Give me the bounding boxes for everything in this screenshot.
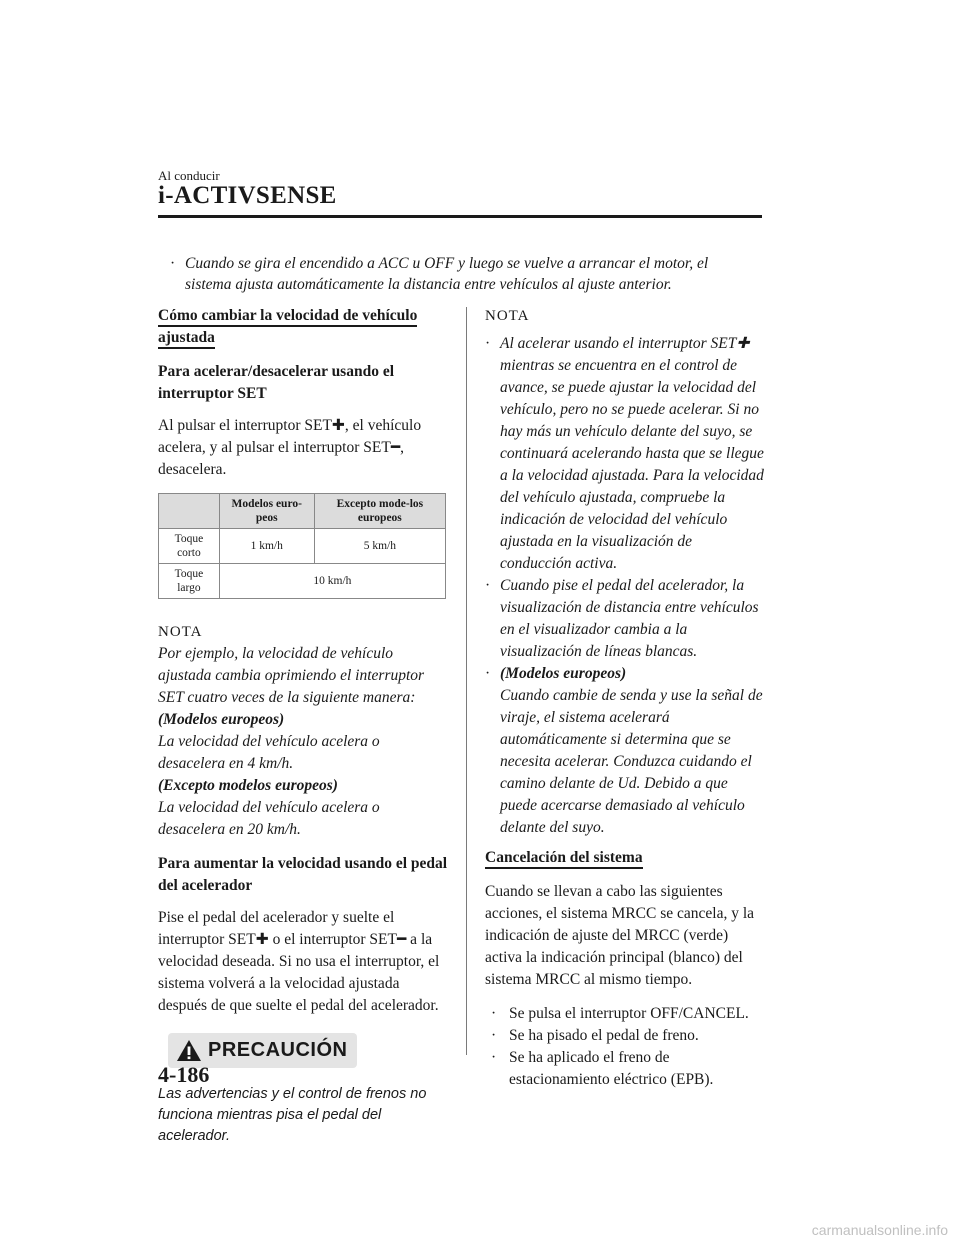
list-item-text: Se ha aplicado el freno de estacionamiento eléctrico (EPB). <box>509 1049 714 1088</box>
page-number: 4-186 <box>158 1062 210 1087</box>
intro-bullet <box>170 253 750 295</box>
table-cell: 1 km/h <box>219 529 314 564</box>
list-item <box>485 333 765 575</box>
list-item <box>485 663 765 839</box>
list-item <box>485 1003 765 1025</box>
note-subtitle: (Excepto modelos europeos) <box>158 777 338 794</box>
note-subtitle: (Modelos europeos) <box>500 665 627 682</box>
note-item-text: Cuando cambie de senda y use la señal de viraje, el sistema acelerará automáticamente si determina que se necesita acelerar. Conduzca cuidando el camino delante de Ud. Debido a que puede acercarse demasiado al vehículo delante del suyo. <box>500 687 763 836</box>
list-item-text: Se pulsa el interruptor OFF/CANCEL. <box>509 1005 749 1022</box>
bullet-icon: · <box>491 1005 497 1022</box>
paragraph-cancel-system: Cuando se llevan a cabo las siguientes acciones, el sistema MRCC se cancela, y la indicación de ajuste del MRCC (verde) activa la indicación principal (blanco) del sistema MRCC al mismo tiempo. <box>485 883 755 988</box>
heading-change-speed <box>158 305 448 349</box>
warning-icon <box>176 1039 202 1062</box>
note-label: NOTA <box>158 624 203 640</box>
paragraph-set-switch: Al pulsar el interruptor SET✚, el vehículo acelera, y al pulsar el interruptor SET━, desacelera. <box>158 417 422 478</box>
note-block <box>158 643 448 841</box>
table-cell: Toque corto <box>159 529 220 564</box>
header-rule <box>158 215 762 218</box>
table-cell: 10 km/h <box>219 564 445 599</box>
caution-text: Las advertencias y el control de frenos no funciona mientras pisa el pedal del acelerador. <box>158 1086 427 1144</box>
bullet-icon: · <box>485 577 491 594</box>
subheading-accelerator: Para aumentar la velocidad usando el pedal del acelerador <box>158 855 448 894</box>
paragraph-accelerator: Pise el pedal del acelerador y suelte el interruptor SET✚ o el interruptor SET━ a la velocidad deseada. Si no usa el interruptor, el sistema volverá a la velocidad ajustada después de que suelte el pedal del acelerador. <box>158 909 440 1014</box>
chapter-title: Al conducir <box>158 168 220 183</box>
heading-text: Cancelación del sistema <box>485 849 643 869</box>
note-subtitle: (Modelos europeos) <box>158 711 285 728</box>
list-item-text: Se ha pisado el pedal de freno. <box>509 1027 699 1044</box>
note-list <box>485 333 765 839</box>
watermark: carmanualsonline.info <box>811 1222 948 1238</box>
section-title: i-ACTIVSENSE <box>158 182 337 209</box>
bullet-icon: · <box>491 1049 497 1066</box>
list-item <box>485 575 765 663</box>
right-column <box>485 305 765 1091</box>
note-item-block <box>500 663 765 839</box>
table-header-cell: Modelos euro-peos <box>219 494 314 529</box>
subheading-set-switch: Para acelerar/desacelerar usando el interruptor SET <box>158 363 395 402</box>
list-item <box>485 1047 765 1091</box>
note-text: Por ejemplo, la velocidad de vehículo ajustada cambia oprimiendo el interruptor SET cuatro veces de la siguiente manera: <box>158 645 425 706</box>
list-item <box>485 1025 765 1047</box>
speed-table <box>158 493 446 599</box>
intro-text: Cuando se gira el encendido a ACC u OFF y luego se vuelve a arrancar el motor, el sistema ajusta automáticamente la distancia entre vehículos al ajuste anterior. <box>185 255 709 293</box>
bullet-icon: · <box>491 1027 497 1044</box>
table-row <box>159 529 446 564</box>
table-header-row <box>159 494 446 529</box>
bullet-icon: · <box>485 335 491 352</box>
column-divider <box>466 307 467 1055</box>
heading-text: Cómo cambiar la velocidad de vehículo ajustada <box>158 307 417 349</box>
bullet-icon: · <box>170 255 176 272</box>
note-item-text: Cuando pise el pedal del acelerador, la visualización de distancia entre vehículos en el visualizador cambia a la visualización de líneas blancas. <box>500 577 759 660</box>
caution-label: PRECAUCIÓN <box>208 1039 348 1061</box>
note-item-text: Al acelerar usando el interruptor SET✚ mientras se encuentra en el control de avance, se puede ajustar la velocidad del vehículo, pero no se puede acelerar. Si no hay más un vehículo delante del suyo, se continuará acelerando hasta que se llegue a la velocidad ajustada. Para la velocidad del vehículo ajustada, compruebe la indicación de velocidad del vehículo ajustada en la visualización de conducción activa. <box>500 335 764 572</box>
note-text: La velocidad del vehículo acelera o desacelera en 20 km/h. <box>158 799 380 838</box>
bullet-icon: · <box>485 665 491 682</box>
table-header-empty <box>159 494 220 529</box>
heading-cancel-system <box>485 847 765 869</box>
left-column <box>158 305 448 1147</box>
cancel-actions-list <box>485 1003 765 1091</box>
table-cell: Toque largo <box>159 564 220 599</box>
note-label: NOTA <box>485 308 530 324</box>
note-text: La velocidad del vehículo acelera o desacelera en 4 km/h. <box>158 733 380 772</box>
table-cell: 5 km/h <box>314 529 445 564</box>
table-header-cell: Excepto mode-los europeos <box>314 494 445 529</box>
table-row <box>159 564 446 599</box>
